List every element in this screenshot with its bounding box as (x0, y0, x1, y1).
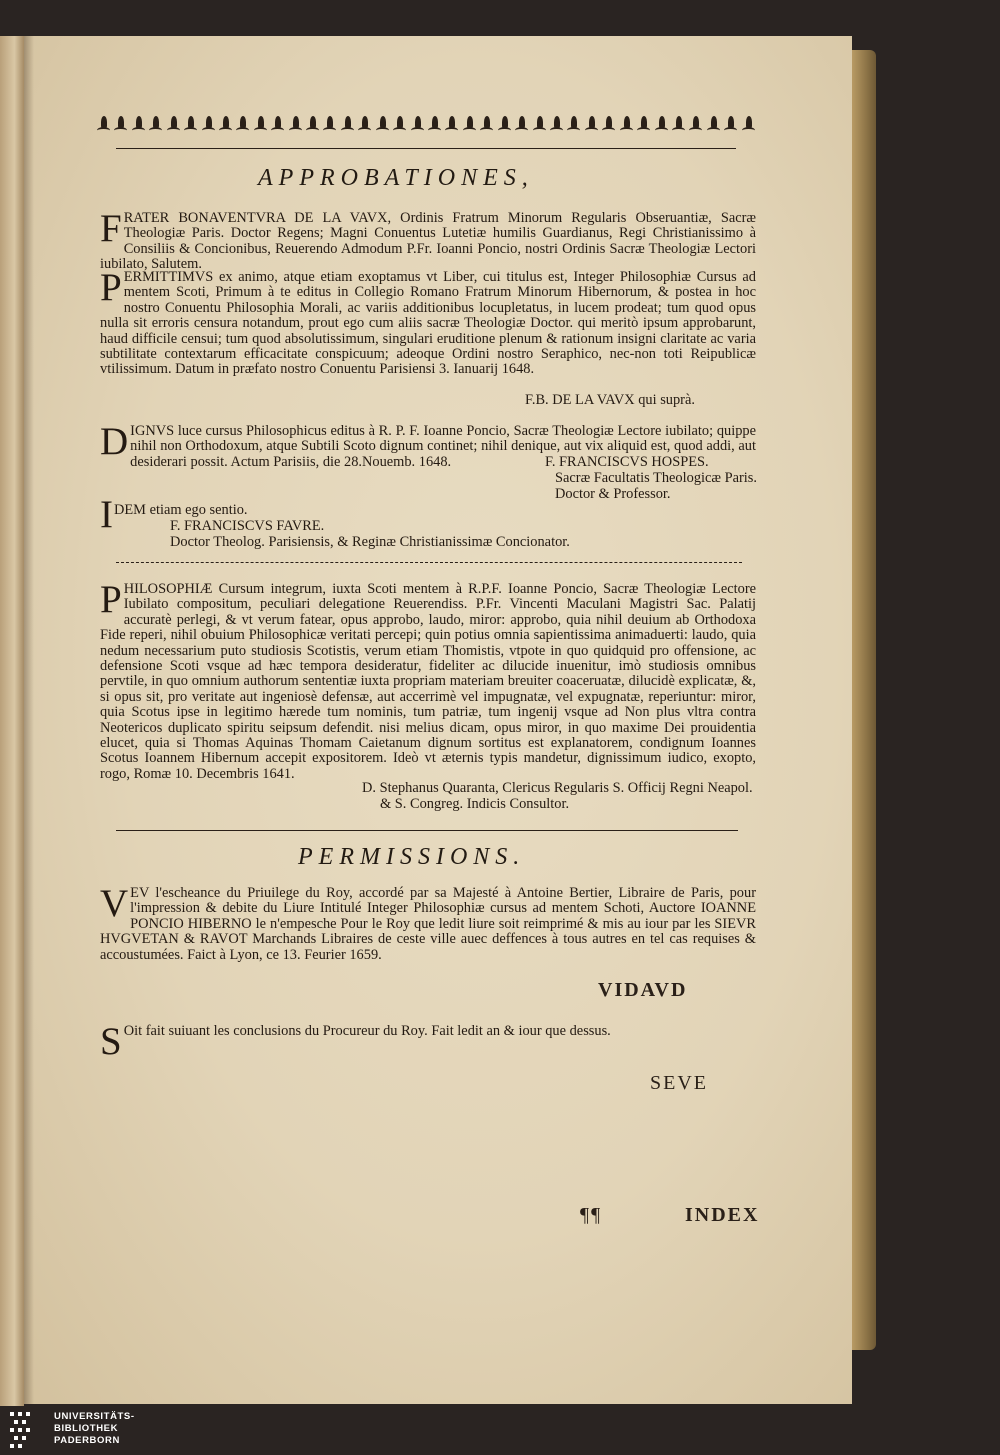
idem-line: DEM etiam ego sentio. (114, 502, 248, 518)
library-name (54, 1411, 135, 1447)
library-footer-bar (0, 1406, 1000, 1455)
signature-mark: ¶¶ (580, 1204, 603, 1226)
signature-hospes-3: Doctor & Professor. (555, 486, 671, 502)
permission-text: Oit fait suiuant les conclusions du Procureur du Roy. Fait ledit an & iour que dessus. (123, 1023, 611, 1039)
library-name-line3: PADERBORN (54, 1435, 120, 1446)
permission-priuilege (100, 882, 756, 963)
catchword: INDEX (685, 1204, 760, 1226)
fleuron-ornament (566, 114, 581, 134)
drop-cap: V (100, 882, 129, 925)
fleuron-ornament (427, 114, 442, 134)
drop-cap: P (100, 578, 122, 621)
fleuron-ornament (479, 114, 494, 134)
approbation-text: IGNVS luce cursus Philosophicus editus à R. P. F. Ioanne Poncio, Sacræ Theologiæ Lectore iubilato; quippe nihil non Orthodoxum, atque Subtili Scoto dignum continet; nihil denique, aut vix aliquid est, quod addi, aut desiderari possit. Actum Parisiis, die 28.Nouemb. 1648. (130, 423, 756, 470)
signature-favre-2: Doctor Theolog. Parisiensis, & Reginæ Christianissimæ Concionator. (170, 534, 570, 550)
approbation-text: RATER BONAVENTVRA DE LA VAVX, Ordinis Fratrum Minorum Regularis Obseruantiæ, Sacræ Theologiæ Paris. Doctor Regens; Magni Conuentus Lutetiæ humilis Guardianus, Regi Christianissimo à Consiliis & Concionibus, Reuerendo Admodum P.Fr. Ioanni Poncio, nostri Ordinis Sacræ Theologiæ Lectori iubilato, Salutem. (100, 210, 756, 273)
fleuron-ornament (270, 114, 285, 134)
drop-cap: D (100, 420, 129, 463)
fleuron-ornament (444, 114, 459, 134)
signature-quaranta-2: & S. Congreg. Indicis Consultor. (380, 796, 570, 812)
section-title-permissions: PERMISSIONS. (298, 844, 526, 870)
facing-page-edge (0, 36, 24, 1408)
fleuron-ornament (723, 114, 738, 134)
fleuron-ornament (235, 114, 250, 134)
fleuron-ornament (288, 114, 303, 134)
fleuron-ornament (688, 114, 703, 134)
fleuron-ornament (113, 114, 128, 134)
fleuron-ornament (654, 114, 669, 134)
fleuron-ornament (462, 114, 477, 134)
fleuron-ornament (584, 114, 599, 134)
fleuron-ornament (183, 114, 198, 134)
ornamental-rule-mid (116, 562, 742, 563)
fleuron-ornament (619, 114, 634, 134)
drop-cap: P (100, 266, 122, 309)
fleuron-ornament (357, 114, 372, 134)
fleuron-ornament (253, 114, 268, 134)
library-name-line1: UNIVERSITÄTS- (54, 1411, 135, 1422)
fleuron-ornament (549, 114, 564, 134)
signature-seve: SEVE (650, 1072, 708, 1094)
drop-cap: S (100, 1020, 122, 1063)
drop-cap: F (100, 207, 122, 250)
printers-ornament-band (96, 112, 756, 136)
signature-de-la-vaux: F.B. DE LA VAVX qui suprà. (525, 392, 695, 408)
page-gutter-shadow (24, 36, 34, 1404)
permission-text: EV l'escheance du Priuilege du Roy, accordé par sa Majesté à Antoine Bertier, Libraire de Paris, pour l'impression & debite du Liure Intitulé Integer Philosophiæ cursus ad mentem Schoti, Auctore IOANNE PONCIO HIBERNO le n'empesche Pour le Roy que ledit liure soit reimprimé & mis au iour par les SIEVR HVGVETAN & RAVOT Marchands Libraires de ceste ville auec deffences à tous autres en tel cas requises & accoustumées. Faict à Lyon, ce 13. Feurier 1659. (100, 885, 756, 963)
fleuron-ornament (305, 114, 320, 134)
fleuron-ornament (201, 114, 216, 134)
drop-cap: I (100, 493, 113, 536)
signature-favre-1: F. FRANCISCVS FAVRE. (170, 518, 325, 534)
fleuron-ornament (131, 114, 146, 134)
approbation-philosophiae (100, 578, 756, 782)
fleuron-ornament (636, 114, 651, 134)
approbation-bonaventura (100, 207, 756, 273)
signature-hospes-2: Sacræ Facultatis Theologicæ Paris. (555, 470, 757, 486)
signature-vidaud: VIDAVD (598, 979, 688, 1001)
fleuron-ornament (514, 114, 529, 134)
fleuron-ornament (532, 114, 547, 134)
approbation-text: HILOSOPHIÆ Cursum integrum, iuxta Scoti mentem à R.P.F. Ioanne Poncio, Sacræ Theologiæ Lectore Iubilato compositum, peculiari delegatione Reuerendiss. P.Fr. Vincenti Maculani Magistri Sac. Palatij accuratè perlegi, & vt verum fatear, opus approbo, laudo, miror: approbo, quia nihil deuium ab Orthodoxa Fide reperi, nihil obuium Philosophicæ veritati percepi; quin potius omnia sapientissima animaduerti: laudo, quia nedum necessarium puto studiosis Scotistis, verum etiam Thomistis, vtpote in quo quidquid pro offensione, ac defensione Scoti vsque ad hæc tempora desideratur, fideliter ac dilucide inuenitur, imò studiosis omnibus pervtile, in quo omnium authorum sententiæ iuxta propriam materiam breuiter coaceruatæ, dilucidè explicatæ, &, si opus sit, pro veritate aut ingeniosè defensæ, aut accerrimè vel impugnatæ, vel expugnatæ, reperiuntur: miror, quia Scotus ipse in legitimo hærede tum nominis, tum patriæ, tum ingenij vsque ad Non plus vltra contra Neotericos duplicato spiritu seipsum defendit. nisi melius dicam, opus miror, in quo maxime Dei prouidentia elucet, quia si Thomas Aquinas Thomam Caietanum dignum sortitus est explanatorem, condignum Ioannes Scotus Ioannem Hibernum accepit expositorem. Ideò vt æternis typis mandetur, dignissimum iudico, exopto, rogo, Romæ 10. Decembris 1641. (100, 581, 756, 782)
library-name-line2: BIBLIOTHEK (54, 1423, 119, 1434)
book-fore-edge (852, 50, 876, 1350)
section-title-approbationes: APPROBATIONES, (258, 165, 534, 191)
fleuron-ornament (706, 114, 721, 134)
signature-quaranta-1: D. Stephanus Quaranta, Clericus Regularis S. Officij Regni Neapol. (362, 780, 753, 796)
university-logo-icon (8, 1410, 48, 1450)
fleuron-ornament (601, 114, 616, 134)
fleuron-ornament (375, 114, 390, 134)
rule-before-permissions (116, 830, 738, 831)
fleuron-ornament (741, 114, 756, 134)
fleuron-ornament (148, 114, 163, 134)
fleuron-ornament (671, 114, 686, 134)
fleuron-ornament (497, 114, 512, 134)
permission-soit-fait (100, 1020, 756, 1063)
approbation-permittimus (100, 266, 756, 378)
fleuron-ornament (340, 114, 355, 134)
fleuron-ornament (96, 114, 111, 134)
rule-top (116, 148, 736, 149)
fleuron-ornament (218, 114, 233, 134)
fleuron-ornament (392, 114, 407, 134)
fleuron-ornament (166, 114, 181, 134)
approbation-text: ERMITTIMVS ex animo, atque etiam exoptamus vt Liber, cui titulus est, Integer Philosophiæ Cursus ad mentem Scoti, Primum à te editus in Collegio Romano Fratrum Minorum Hibernorum, & postea in hoc nostro Conuentu Philosophia Morali, ac variis additionibus locupletatus, in lucem prodeat; tum quod opus nulla sit erroris censura notandum, prout ego cum aliis sacræ Theologiæ Doctor. qui meritò ipsum approbarunt, haud difficile censui; tum quod absolutissimum, singulari eruditione plenum & rationum insigni claritate ac varia subtilitate contextarum efficacitate conspicuum; adeoque Ordini nostro Seraphico, nec-non toti Reipublicæ vtilissimum. Datum in præfato nostro Conuentu Parisiensi 3. Ianuarij 1648. (100, 269, 756, 378)
fleuron-ornament (410, 114, 425, 134)
fleuron-ornament (322, 114, 337, 134)
signature-hospes-1: F. FRANCISCVS HOSPES. (545, 454, 709, 470)
